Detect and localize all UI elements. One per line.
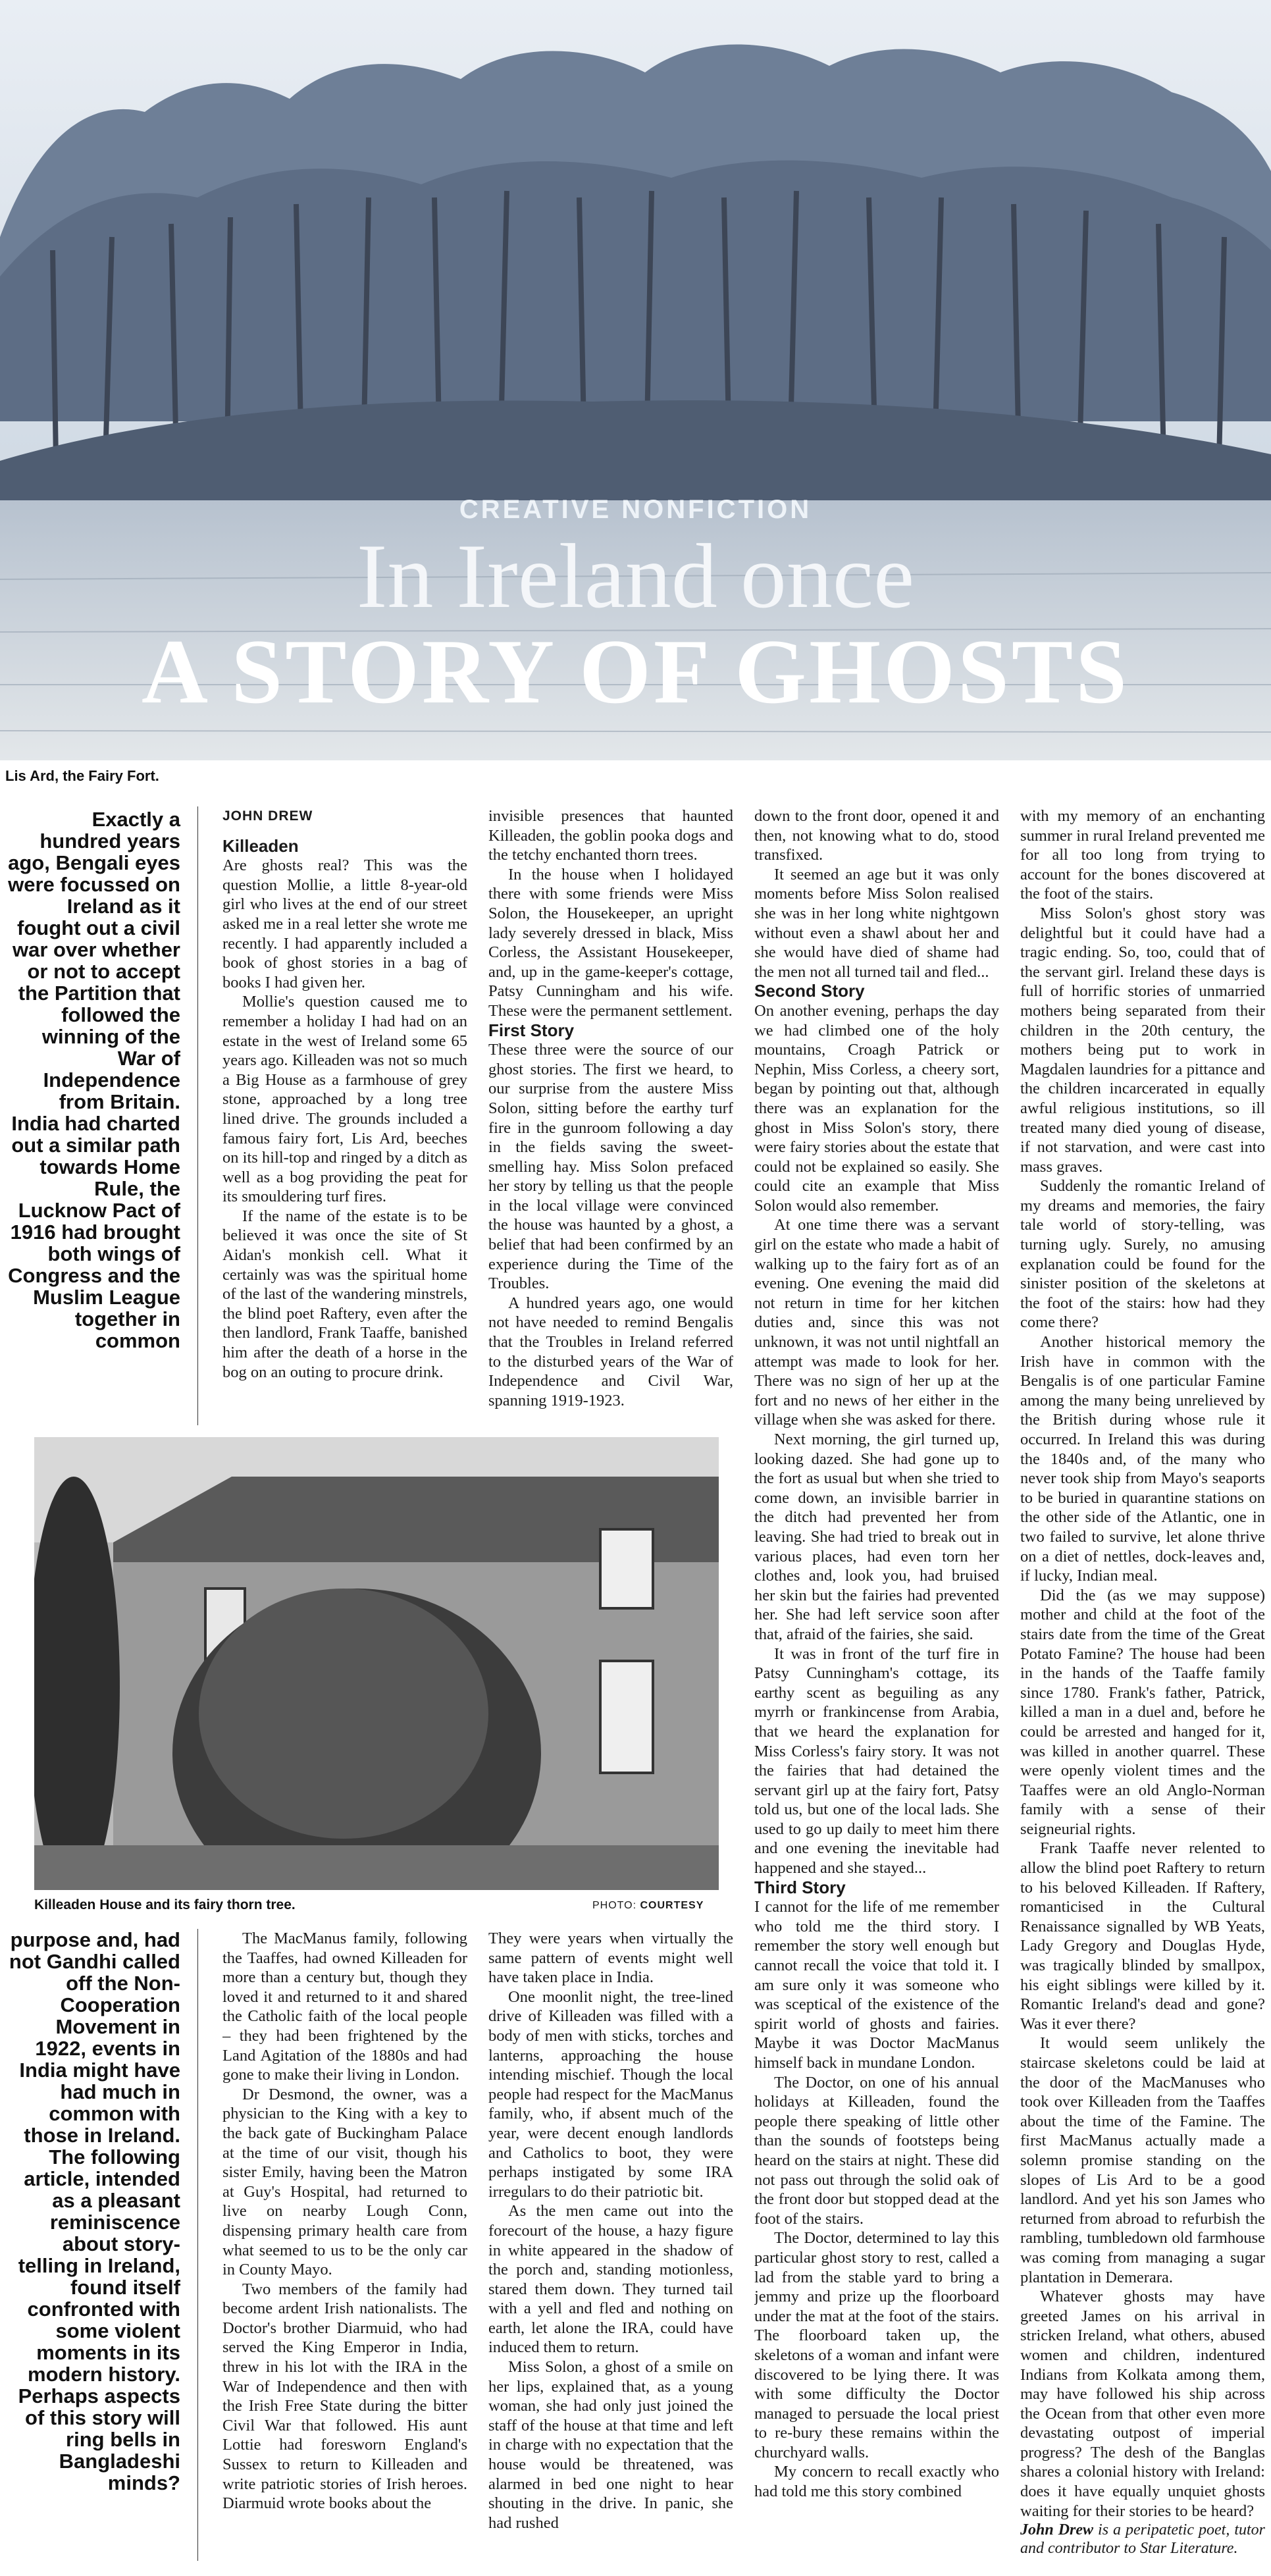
- paragraph: Another historical memory the Irish have in common with the Bengalis is of one particular Famine among the many being unrelieved by the British during whose rule it occurred. In Ireland this was during the 1840s and, of the many who never took ship from Mayo's seaports to be buried in quarantine stations on the other side of the Atlantic, one in two failed to survive, let alone thrive on a diet of nettles, dock-leaves and, if lucky, Indian meal.: [1020, 1333, 1265, 1585]
- section-heading-killeaden: Killeaden: [222, 835, 299, 856]
- paragraph: Miss Solon, a ghost of a smile on her lips, explained that, as a young woman, she had only just joined the staff of the house at that time and left in charge with no expectation that the house would be threatened, was alarmed in bed one night to hear shouting in the drive. In panic, she had rushed: [488, 2358, 733, 2532]
- section-heading-first-story: First Story: [488, 1020, 575, 1040]
- paragraph: The Doctor, on one of his annual holidays at Killeaden, found the people there speaking of little other than the sounds of footsteps being heard on the stairs at night. These did not pass out through the solid oak of the front door but stopped dead at the foot of the stairs.: [754, 2073, 999, 2228]
- paragraph: Two members of the family had become ardent Irish nationalists. The Doctor's brother Diarmuid, who had served the King Emperor in India, threw in his lot with the IRA in the War of Independence and then with the Irish Free State during the bitter Civil War that followed. His aunt Lottie had foresworn England's Sussex to return to Killeaden and write patriotic stories of Irish heroes. Diarmuid wrote books about the: [222, 2280, 467, 2513]
- paragraph: It was in front of the turf fire in Patsy Cunningham's cottage, its earthy scent as beguiling as any myrrh or frankincense from Arabia, that we heard the explanation for Miss Corless's fairy story. It was not the fairies that had detained the servant girl up at the fairy fort, Patsy told us, but one of the local lads. She used to go up daily to meet him there and one evening the inevitable had happened and she stayed...: [754, 1644, 999, 1878]
- article-column-4: [1020, 806, 1265, 2571]
- hero-caption: Lis Ard, the Fairy Fort.: [5, 768, 159, 784]
- paragraph: Frank Taaffe never relented to allow the blind poet Raftery to return to his beloved Killeaden. If Raftery, romanticised in the Cultural Renaissance signalled by WB Yeats, Lady Gregory and Douglas Hyde, was tragically blinded by smallpox, his eight siblings were killed by it. Romantic Ireland's dead and gone? Was it ever there?: [1020, 1839, 1265, 2033]
- paragraph: In the house when I holidayed there with some friends were Miss Solon, the Housekeeper, an upright lady severely dressed in black, Miss Corless, the Assistant Housekeeper, and, up in the game-keeper's cottage, Patsy Cunningham and his wife. These were the permanent settlement.: [488, 865, 733, 1020]
- killeaden-house-photo: [34, 1437, 719, 1890]
- paragraph: Next morning, the girl turned up, looking dazed. She had gone up to the fort as usual but when she tried to come down, an invisible barrier in the ditch had prevented her from leaving. She had tried to break out in various places, had even torn her clothes and, look you, had bruised her skin but the fairies had prevented her. She had left service soon after that, afraid of the fairies, she said.: [754, 1431, 999, 1643]
- paragraph: down to the front door, opened it and then, not knowing what to do, stood transfixed.: [754, 807, 999, 864]
- paragraph: Dr Desmond, the owner, was a physician to the King with a key to the back gate of Buckingham Palace at the time of our visit, though his sister Emily, having been the Matron at Guy's Hospital, had returned to live on nearby Lough Conn, dispensing primary health care from what seemed to us to be the only car in County Mayo.: [222, 2085, 467, 2279]
- paragraph: It would seem unlikely the staircase skeletons could be laid at the door of the MacManuses who took over Killeaden from the Taaffes about the time of the Famine. The first MacManus actually made a solemn promise standing on the slopes of Lis Ard to be a good landlord. And yet his son James who returned from abroad to refurbish the rambling, tumbledown old farmhouse was coming from managing a sugar plantation in Demerara.: [1020, 2034, 1265, 2286]
- article-column-1: [222, 806, 467, 1432]
- headline-line-2: A STORY OF GHOSTS: [141, 621, 1130, 723]
- column-rule: [197, 806, 198, 1425]
- author-name: John Drew: [1020, 2521, 1094, 2539]
- photo-credit-label: PHOTO:: [592, 1900, 637, 1911]
- paragraph: I cannot for the life of me remember who told me the third story. I remember the story well enough but cannot recall the voice that told it. I am sure only it was someone who was sceptical of the existence of the spirit world of ghosts and fairies. Maybe it was Doctor MacManus himself back in mundane London.: [754, 1898, 999, 2072]
- paragraph: If the name of the estate is to be believed it was once the site of St Aidan's monkish cell. What it certainly was was the spiritual home of the last of the wandering minstrels, the blind poet Raftery, even after the then landlord, Frank Taaffe, banished him after the death of a horse in the bog on an outing to procure drink.: [222, 1207, 467, 1381]
- paragraph: A hundred years ago, one would not have needed to remind Bengalis that the Troubles in Ireland referred to the disturbed years of the War of Independence and Civil War, spanning 1919-1923.: [488, 1294, 733, 1409]
- author-note-text: is a peripatetic poet, tutor and contributor to Star Literature.: [1020, 2521, 1265, 2558]
- column-rule: [197, 1929, 198, 2561]
- article-lower-column-1: [222, 1929, 467, 2561]
- article-column-2: [488, 806, 733, 1432]
- paragraph: Are ghosts real? This was the question Mollie, a little 8-year-old girl who lives at the end of our street asked me in a real letter she wrote me recently. I had apparently included a book of ghost stories in a bag of books I had given her.: [222, 856, 467, 991]
- paragraph: On another evening, perhaps the day we had climbed one of the holy mountains, Croagh Patrick or Nephin, Miss Corless, a cheery sort, began by pointing out that, although there was an explanation for the ghost in Miss Solon's story, there were fairy stories about the estate that could not be explained so easily. She could cite an example that Miss Solon would also remember.: [754, 1001, 999, 1215]
- paragraph: They were years when virtually the same pattern of events might well have taken place in India.: [488, 1930, 733, 1987]
- author-note: [1020, 2521, 1265, 2558]
- paragraph: The MacManus family, following the Taaffes, had owned Killeaden for more than a century but, though they loved it and returned to it and shared the Catholic faith of the local people – they had been frightened by the Land Agitation of the 1880s and had gone to make their living in London.: [222, 1930, 467, 2084]
- paragraph: These three were the source of our ghost stories. The first we heard, to our surprise from the austere Miss Solon, sitting before the earthy turf fire in the gunroom following a day in the fields saving the sweet-smelling hay. Miss Solon prefaced her story by telling us that the people in the local village were convinced the house was haunted by a ghost, a belief that had been confirmed by an experience during the Time of the Troubles.: [488, 1041, 733, 1293]
- paragraph: invisible presences that haunted Killeaden, the goblin pooka dogs and the tetchy enchanted thorn trees.: [488, 807, 733, 864]
- paragraph: It seemed an age but it was only moments before Miss Solon realised she was in her long white nightgown without even a shawl about her and she would have died of shame had the men not all turned tail and fled...: [754, 865, 999, 981]
- intro-text-part-1: Exactly a hundred years ago, Bengali eyes were focussed on Ireland as it fought out a civil war over whether or not to accept the Partition that followed the winning of the War of Independence from Britain. India had charted out a similar path towards Home Rule, the Lucknow Pact of 1916 had brought both wings of Congress and the Muslim League together in common: [8, 808, 180, 1352]
- paragraph: The Doctor, determined to lay this particular ghost story to rest, called a lad from the stable yard to bring a jemmy and prize up the floorboard under the mat at the foot of the stairs. The floorboard taken up, the skeletons of a woman and infant were discovered to be lying there. It was with some difficulty the Doctor managed to persuade the local priest to re-bury these remains within the churchyard walls.: [754, 2229, 999, 2461]
- article-lower-column-2: [488, 1929, 733, 2561]
- paragraph: Miss Solon's ghost story was delightful but it could have had a tragic ending. So, too, could that of the servant girl. Ireland these days is full of horrific stories of unmarried mothers being separated from their children in the 20th century, the mothers being put to work in Magdalen laundries for a pittance and the children incarcerated in equally awful religious institutions, so ill treated many died young of disease, if not starvation, and were cast into mass graves.: [1020, 904, 1265, 1176]
- paragraph: My concern to recall exactly who had told me this story combined: [754, 2463, 999, 2501]
- house-illustration: [34, 1437, 719, 1890]
- paragraph: At one time there was a servant girl on the estate who made a habit of walking up to the fairy fort as of an evening. One evening the maid did not return in time for her kitchen duties and, since this was not unknown, it was not until nightfall an attempt was made to look for her. There was no sign of her up at the fort and no news of her either in the village when she was asked for there.: [754, 1216, 999, 1429]
- section-kicker: CREATIVE NONFICTION: [459, 495, 812, 524]
- headline-line-1: In Ireland once: [356, 525, 915, 627]
- section-heading-second-story: Second Story: [754, 981, 865, 1001]
- house-photo-caption: Killeaden House and its fairy thorn tree.: [34, 1897, 296, 1912]
- byline: JOHN DREW: [222, 808, 313, 824]
- paragraph: Suddenly the romantic Ireland of my dreams and memories, the fairy tale world of story-telling, was turning ugly. Surely, no amusing explanation could be found for the sinister position of the skeletons at the foot of the stairs: how had they come there?: [1020, 1177, 1265, 1332]
- paragraph: Whatever ghosts may have greeted James on his arrival in stricken Ireland, what others, abused women and children, indentured Indians from Kolkata among them, may have followed his ship across the Ocean from that other even more devastating outpost of imperial progress? The desh of the Banglas shares a colonial history with Ireland: does it have equally unquiet ghosts waiting for their stories to be heard?: [1020, 2288, 1265, 2520]
- hero-photo: [0, 0, 1271, 760]
- paragraph: As the men came out into the forecourt of the house, a hazy figure in white appeared in the shadow of the porch and, standing motionless, stared them down. They turned tail with a yell and fled and nothing on earth, let alone the IRA, could have induced them to return.: [488, 2202, 733, 2357]
- paragraph: Mollie's question caused me to remember a holiday I had had on an estate in the west of Ireland some 65 years ago. Killeaden was not so much a Big House as a farmhouse of grey stone, approached by a long tree lined drive. The grounds included a famous fairy fort, Lis Ard, beeches on its hill-top and ringed by a ditch as well as a bog providing the peat for its smouldering turf fires.: [222, 993, 467, 1206]
- section-heading-third-story: Third Story: [754, 1877, 846, 1897]
- photo-credit: [592, 1900, 704, 1912]
- photo-credit-name: COURTESY: [640, 1900, 704, 1911]
- paragraph: One moonlit night, the tree-lined drive of Killeaden was filled with a body of men with sticks, torches and lanterns, approaching the house intending mischief. Though the local people had respect for the MacManus family, who, if absent much of the year, were decent enough landlords and Catholics to boot, they were perhaps instigated by some IRA irregulars to do their patriotic bit.: [488, 1987, 733, 2201]
- intro-text-part-2: purpose and, had not Gandhi called off the Non-Cooperation Movement in 1922, events in India might have had much in common with those in Ireland. The following article, intended as a pleasant reminiscence about story-telling in Ireland, found itself confronted with some violent moments in its modern history. Perhaps aspects of this story will ring bells in Bangladeshi minds?: [9, 1928, 180, 2494]
- article-column-3: [754, 806, 999, 2565]
- paragraph: with my memory of an enchanting summer in rural Ireland prevented me for all too long from trying to account for the bones discovered at the foot of the stairs.: [1020, 807, 1265, 903]
- paragraph: Did the (as we may suppose) mother and child at the foot of the stairs date from the time of the Great Potato Famine? The house had been in the hands of the Taaffe family since 1780. Frank's father, Patrick, killed a man in a duel and, before he could be arrested and hanged for it, was killed in another quarrel. These were openly violent times and the Taaffes were an old Anglo-Norman family with a sense of their seigneurial rights.: [1020, 1586, 1265, 1838]
